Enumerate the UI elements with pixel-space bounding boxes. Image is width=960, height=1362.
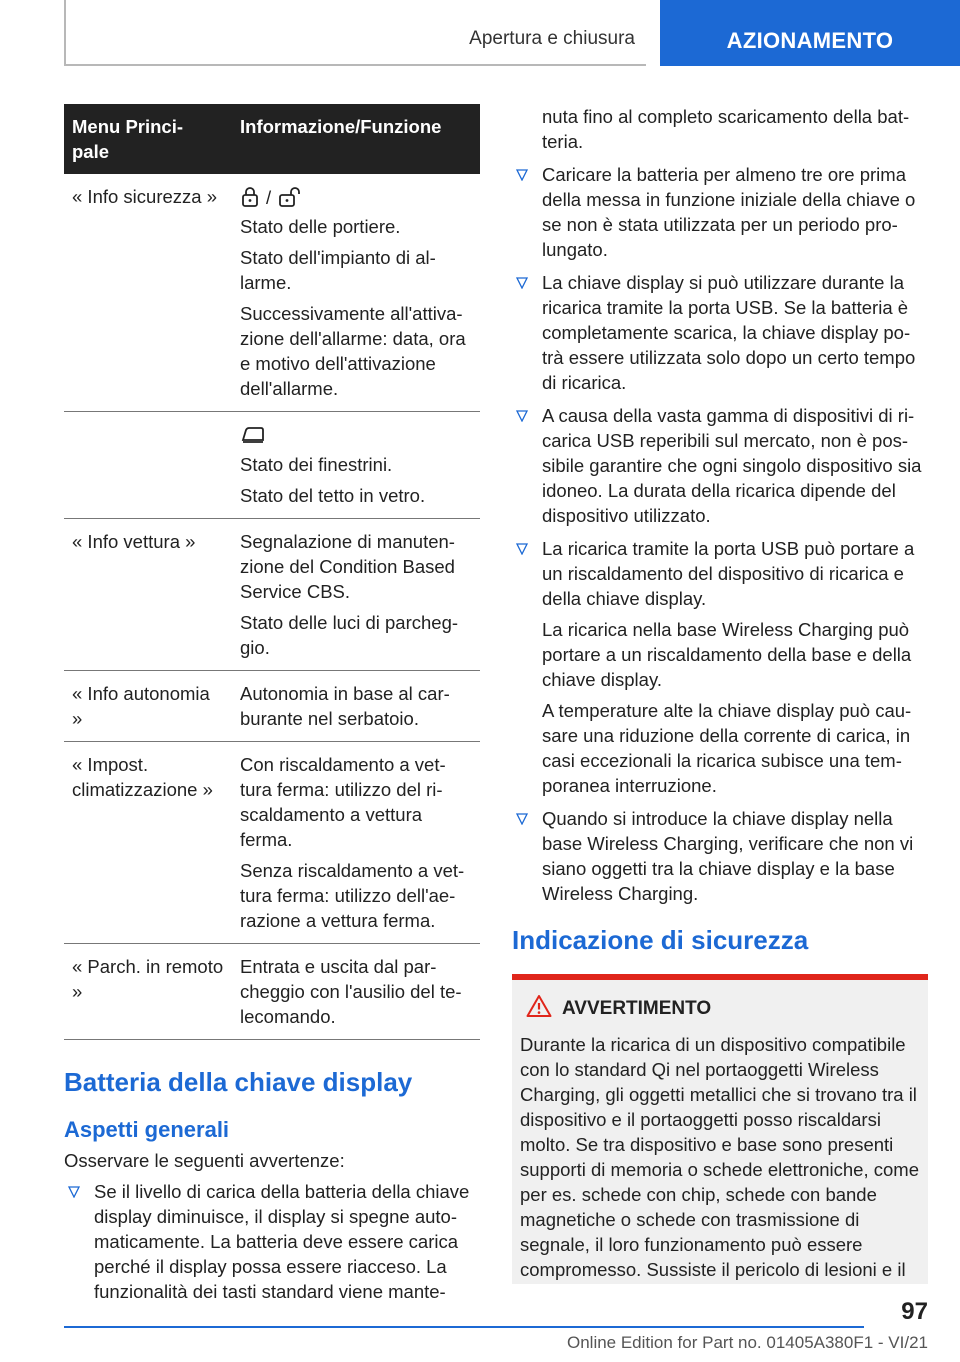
list-item-continuation: nuta fino al completo scaricamento della bat-teria. [542,106,910,152]
table-cell-menu: « Info sicurezza » [64,174,232,412]
footer-rule [64,1326,864,1328]
list-item-text: Se il livello di carica della batteria della chiave display diminuisce, il display si spegne auto-maticamente. La batteria deve essere carica perché il display possa essere riacceso. La funzionalità dei tasti standard viene mante- [94,1181,470,1302]
lock-closed-icon [240,186,260,208]
table-cell-menu [64,412,232,519]
info-line: Segnalazione di manuten-zione del Condition Based Service CBS. [240,531,455,602]
header-chapter-tab[interactable]: AZIONAMENTO [660,0,960,66]
bullet-triangle-icon [516,543,528,555]
warning-label: AVVERTIMENTO [562,998,712,1019]
intro-text: Osservare le seguenti avvertenze: [64,1150,345,1171]
list-item [512,536,928,798]
header-left-line [64,0,66,66]
window-icon [240,424,266,446]
table-cell-menu: « Parch. in remoto » [64,944,232,1040]
list-item-text: La ricarica nella base Wireless Charging può portare a un riscaldamento della base e della chiave display. [542,619,912,690]
table-cell-info [232,412,480,519]
table-row [64,742,480,944]
list-item-text: Caricare la batteria per almeno tre ore prima della messa in funzione iniziale della chiave o se non è stata utilizzata per un periodo pro-lungato. [542,164,916,260]
page-header [0,0,960,66]
table-row [64,671,480,742]
list-item [512,403,928,528]
table-cell-menu: « Info autonomia » [64,671,232,742]
table-header-menu: Menu Princi- pale [64,104,232,174]
battery-notes-list [64,1179,480,1304]
left-column [64,104,480,1312]
info-line: Stato dell'impianto di al-larme. [240,247,436,293]
subheading-general: Aspetti generali [64,1117,230,1142]
battery-notes-list-continued [512,162,928,906]
section-heading-battery: Batteria della chiave display [64,1067,413,1097]
bullet-triangle-icon [516,813,528,825]
info-line: Successivamente all'attiva-zione dell'allarme: data, ora e motivo dell'attivazione dell'allarme. [240,303,466,399]
info-line: Autonomia in base al car-burante nel serbatoio. [240,683,450,729]
table-cell-menu: « Impost. climatizzazione » [64,742,232,944]
list-item [512,162,928,262]
icon-separator: / [266,186,272,208]
door-status-icons [240,184,472,210]
table-cell-info [232,519,480,671]
table-row [64,174,480,412]
header-rule [64,64,646,66]
list-item-text: A temperature alte la chiave display può cau-sare una riduzione della corrente di carica, in casi eccezionali la ricarica subisce una tem-poranea interruzione. [542,700,912,796]
list-item-text: A causa della vasta gamma di dispositivi di ri-carica USB reperibili sul mercato, non è pos-sibile garantire che ogni singolo dispositivo sia idoneo. La durata della ricarica dipende del dispositivo utilizzato. [542,405,922,526]
lock-open-icon [277,186,307,208]
bullet-triangle-icon [516,169,528,181]
warning-text: Durante la ricarica di un dispositivo compatibile con lo standard Qi nel portaoggetti Wireless Charging, gli oggetti metallici che si trovano tra il dispositivo e il portaoggetti posso riscaldarsi molto. Se tra dispositivo e base sono presenti supporti di memoria o schede elettroniche, come per es. schede con chip, schede con bande magnetiche o schede con trasmissione di segnale, il loro funzionamento può essere compromesso. Sussiste il pericolo di lesioni e il [520,1034,919,1280]
table-cell-info [232,742,480,944]
list-item-text: La ricarica tramite la porta USB può portare a un riscaldamento del dispositivo di ricarica e della chiave display. [542,538,915,609]
bullet-triangle-icon [516,410,528,422]
table-cell-menu: « Info vettura » [64,519,232,671]
info-line: Entrata e uscita dal par-cheggio con l'ausilio del te-lecomando. [240,956,462,1027]
table-cell-info [232,671,480,742]
info-line: Stato del tetto in vetro. [240,485,426,506]
list-item [64,1179,480,1304]
info-line: Con riscaldamento a vet-tura ferma: utilizzo del ri-scaldamento a vettura ferma. [240,754,446,850]
right-column [512,104,928,1284]
info-line: Stato delle portiere. [240,216,401,237]
warning-box [512,980,928,1284]
table-row [64,944,480,1040]
list-item-text: Quando si introduce la chiave display nella base Wireless Charging, verificare che non vi siano oggetti tra la chiave display e la base Wireless Charging. [542,808,914,904]
list-item-text: La chiave display si può utilizzare durante la ricarica tramite la porta USB. Se la batteria è completamente scarica, la chiave display po-trà essere utilizzata solo dopo un certo tempo di ricarica. [542,272,916,393]
list-item [512,270,928,395]
info-line: Stato dei finestrini. [240,454,393,475]
header-section-title: Apertura e chiusura [469,28,635,49]
warning-triangle-icon [526,994,552,1024]
table-cell-info [232,174,480,412]
main-menu-table [64,104,480,1040]
list-item [512,806,928,906]
table-cell-info [232,944,480,1040]
footer-edition: Online Edition for Part no. 01405A380F1 - VI/21 [566,1333,928,1352]
bullet-triangle-icon [68,1186,80,1198]
table-row [64,412,480,519]
section-heading-safety: Indicazione di sicurezza [512,925,809,955]
table-header-info: Informazione/Funzione [232,104,480,174]
info-line: Senza riscaldamento a vet-tura ferma: utilizzo dell'ae-razione a vettura ferma. [240,860,465,931]
info-line: Stato delle luci di parcheg-gio. [240,612,459,658]
window-status-icons [240,422,472,448]
warning-title [520,994,920,1024]
page-number: 97 [901,1298,928,1325]
table-row [64,519,480,671]
bullet-triangle-icon [516,277,528,289]
table-header-row [64,104,480,174]
